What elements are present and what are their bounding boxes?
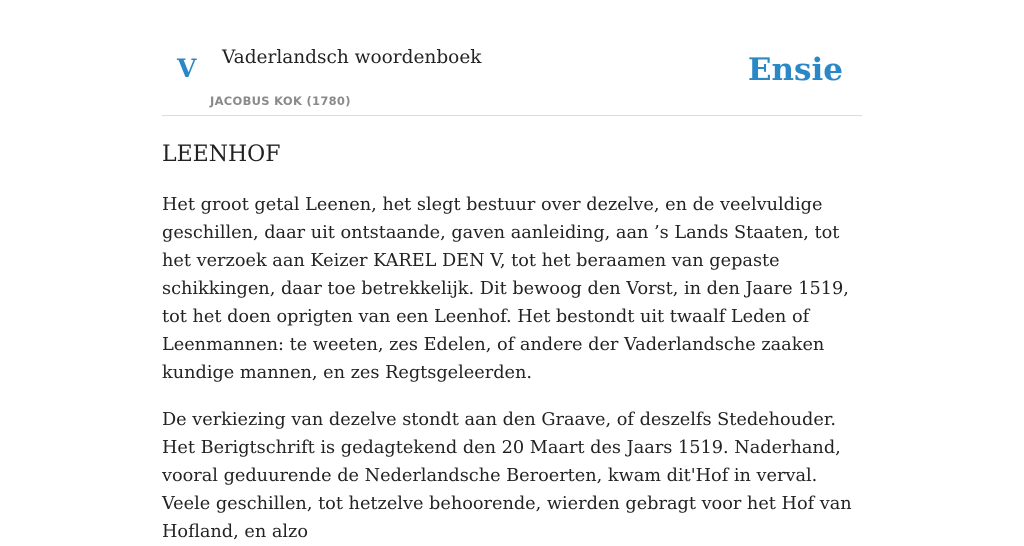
book-title-link[interactable]: Vaderlandsch woordenboek — [222, 47, 482, 68]
entry-paragraph-2: De verkiezing van dezelve stondt aan den Graave, of deszelfs Stedehouder. Het Berigtschrift is gedagtekend den 20 Maart des Jaars 1519. Naderhand, vooral geduurende de Nederlandsche Beroerten, kwam dit'Hof in verval. Veele geschillen, tot hetzelve behoorende, wierden gebragt voor het Hof van Hofland, en alzo — [162, 410, 852, 542]
book-letter-badge[interactable]: V — [177, 54, 197, 83]
book-author-link[interactable]: JACOBUS KOK (1780) — [210, 94, 351, 108]
entry-content — [162, 138, 862, 546]
ensie-logo-link[interactable]: Ensie — [747, 52, 843, 88]
entry-title: LEENHOF — [162, 142, 281, 167]
page-header — [162, 0, 862, 116]
entry-paragraph-1: Het groot getal Leenen, het slegt bestuur over dezelve, en de veelvuldige geschillen, daar uit ontstaande, gaven aanleiding, aan ’s Lands Staaten, tot het verzoek aan Keizer KAREL DEN V, tot het beraamen van gepaste schikkingen, daar toe betrekkelijk. Dit bewoog den Vorst, in den Jaare 1519, tot het doen oprigten van een Leenhof. Het bestondt uit twaalf Leden of Leenmannen: te weeten, zes Edelen, of andere der Vaderlandsche zaaken kundige mannen, en zes Regtsgeleerden. — [162, 195, 849, 383]
